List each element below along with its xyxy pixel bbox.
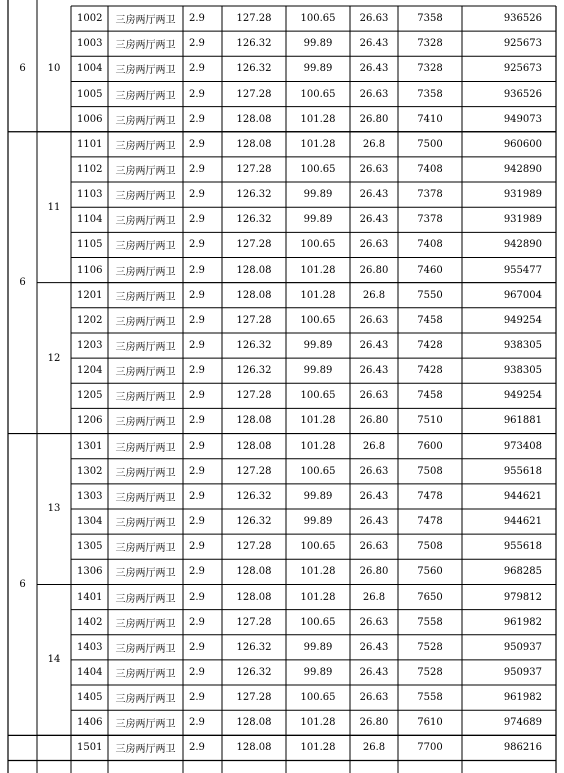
unit-layout-cell: 三房两厅两卫 bbox=[115, 492, 176, 504]
shared-area-cell: 26.80 bbox=[359, 415, 389, 427]
unit-price-cell: 7328 bbox=[417, 38, 443, 50]
total-price-cell: 974689 bbox=[503, 717, 542, 729]
gross-area-cell: 127.28 bbox=[236, 163, 272, 175]
floor-height-cell: 2.9 bbox=[189, 742, 205, 754]
unit-number-cell: 1005 bbox=[77, 88, 103, 100]
unit-number-cell: 1105 bbox=[77, 239, 103, 251]
inner-area-cell: 100.65 bbox=[300, 390, 336, 402]
unit-number-cell: 1003 bbox=[77, 38, 103, 50]
unit-number-cell: 1301 bbox=[77, 440, 103, 452]
unit-price-cell: 7428 bbox=[417, 340, 443, 351]
shared-area-cell: 26.8 bbox=[362, 138, 386, 150]
gross-area-cell: 126.32 bbox=[236, 641, 272, 653]
gross-area-cell: 128.08 bbox=[236, 264, 272, 276]
shared-area-cell: 26.63 bbox=[359, 541, 389, 553]
total-price-cell: 931989 bbox=[503, 189, 542, 201]
floor-height-cell: 2.9 bbox=[189, 415, 205, 427]
inner-area-cell: 100.65 bbox=[300, 616, 336, 628]
unit-price-cell: 7460 bbox=[417, 264, 443, 276]
unit-layout-cell: 三房两厅两卫 bbox=[115, 593, 176, 605]
unit-price-cell: 7378 bbox=[417, 214, 443, 226]
floor-cell: 10 bbox=[47, 63, 61, 75]
inner-area-cell: 101.28 bbox=[300, 289, 336, 301]
floor-cell: 11 bbox=[47, 201, 61, 213]
shared-area-cell: 26.8 bbox=[362, 289, 386, 301]
unit-layout-cell: 三房两厅两卫 bbox=[115, 15, 176, 27]
shared-area-cell: 26.43 bbox=[359, 490, 389, 502]
inner-area-cell: 100.65 bbox=[300, 13, 336, 25]
floor-height-cell: 2.9 bbox=[189, 390, 205, 402]
unit-layout-cell: 三房两厅两卫 bbox=[115, 165, 176, 177]
unit-layout-cell: 三房两厅两卫 bbox=[115, 342, 176, 353]
unit-layout-cell: 三房两厅两卫 bbox=[115, 367, 176, 379]
unit-number-cell: 1306 bbox=[77, 566, 103, 578]
total-price-cell: 931989 bbox=[503, 214, 542, 226]
gross-area-cell: 128.08 bbox=[236, 566, 272, 578]
unit-price-cell: 7508 bbox=[417, 465, 443, 477]
unit-price-cell: 7650 bbox=[417, 591, 443, 603]
shared-area-cell: 26.63 bbox=[359, 239, 389, 251]
total-price-cell: 955618 bbox=[503, 465, 542, 477]
inner-area-cell: 99.89 bbox=[303, 516, 333, 528]
floor-height-cell: 2.9 bbox=[189, 239, 205, 251]
total-price-cell: 938305 bbox=[503, 365, 542, 377]
unit-layout-cell: 三房两厅两卫 bbox=[115, 140, 176, 152]
gross-area-cell: 127.28 bbox=[236, 13, 272, 25]
gross-area-cell: 127.28 bbox=[236, 616, 272, 628]
unit-layout-cell: 三房两厅两卫 bbox=[115, 40, 176, 52]
unit-price-cell: 7508 bbox=[417, 541, 443, 553]
gross-area-cell: 128.08 bbox=[236, 289, 272, 301]
total-price-cell: 986216 bbox=[503, 742, 542, 754]
unit-layout-cell: 三房两厅两卫 bbox=[115, 291, 176, 303]
floor-height-cell: 2.9 bbox=[189, 516, 205, 528]
floor-height-cell: 2.9 bbox=[189, 490, 205, 502]
unit-number-cell: 1205 bbox=[77, 390, 103, 402]
unit-number-cell: 1304 bbox=[77, 516, 103, 528]
unit-layout-cell: 三房两厅两卫 bbox=[115, 90, 176, 102]
unit-layout-cell: 三房两厅两卫 bbox=[115, 392, 176, 404]
unit-layout-cell: 三房两厅两卫 bbox=[115, 543, 176, 555]
inner-area-cell: 100.65 bbox=[300, 314, 336, 326]
inner-area-cell: 99.89 bbox=[303, 365, 333, 377]
shared-area-cell: 26.43 bbox=[359, 63, 389, 75]
inner-area-cell: 101.28 bbox=[300, 591, 336, 603]
unit-price-cell: 7478 bbox=[417, 516, 443, 528]
unit-price-cell: 7560 bbox=[417, 566, 443, 578]
unit-layout-cell: 三房两厅两卫 bbox=[115, 65, 176, 77]
unit-price-cell: 7410 bbox=[417, 113, 443, 125]
unit-number-cell: 1206 bbox=[77, 415, 103, 427]
floor-height-cell: 2.9 bbox=[189, 289, 205, 301]
inner-area-cell: 99.89 bbox=[303, 189, 333, 201]
floor-height-cell: 2.9 bbox=[189, 113, 205, 125]
total-price-cell: 961982 bbox=[503, 692, 542, 704]
floor-height-cell: 2.9 bbox=[189, 717, 205, 729]
total-price-cell: 936526 bbox=[503, 13, 542, 25]
total-price-cell: 942890 bbox=[503, 163, 542, 175]
inner-area-cell: 100.65 bbox=[300, 239, 336, 251]
inner-area-cell: 101.28 bbox=[300, 138, 336, 150]
floor-height-cell: 2.9 bbox=[189, 641, 205, 653]
floor-height-cell: 2.9 bbox=[189, 692, 205, 704]
unit-price-cell: 7408 bbox=[417, 239, 443, 251]
unit-price-cell: 7610 bbox=[417, 717, 443, 729]
shared-area-cell: 26.63 bbox=[359, 13, 389, 25]
unit-price-cell: 7358 bbox=[417, 13, 443, 25]
unit-number-cell: 1006 bbox=[77, 113, 103, 125]
unit-price-cell: 7328 bbox=[417, 63, 443, 75]
unit-number-cell: 1203 bbox=[77, 340, 103, 351]
shared-area-cell: 26.63 bbox=[359, 616, 389, 628]
shared-area-cell: 26.43 bbox=[359, 516, 389, 528]
total-price-cell: 961881 bbox=[503, 415, 542, 427]
floor-height-cell: 2.9 bbox=[189, 88, 205, 100]
floor-height-cell: 2.9 bbox=[189, 264, 205, 276]
unit-layout-cell: 三房两厅两卫 bbox=[115, 568, 176, 580]
total-price-cell: 979812 bbox=[503, 591, 542, 603]
gross-area-cell: 126.32 bbox=[236, 63, 272, 75]
shared-area-cell: 26.80 bbox=[359, 113, 389, 125]
inner-area-cell: 99.89 bbox=[303, 666, 333, 678]
gross-area-cell: 126.32 bbox=[236, 490, 272, 502]
total-price-cell: 949073 bbox=[503, 113, 542, 125]
inner-area-cell: 101.28 bbox=[300, 566, 336, 578]
shared-area-cell: 26.43 bbox=[359, 666, 389, 678]
floor-cell: 12 bbox=[47, 352, 61, 364]
total-price-cell: 955477 bbox=[503, 264, 542, 276]
shared-area-cell: 26.43 bbox=[359, 38, 389, 50]
unit-layout-cell: 三房两厅两卫 bbox=[115, 668, 176, 680]
total-price-cell: 967004 bbox=[503, 289, 542, 301]
floor-cell: 14 bbox=[47, 654, 61, 666]
total-price-cell: 950937 bbox=[503, 641, 542, 653]
gross-area-cell: 127.28 bbox=[236, 239, 272, 251]
gross-area-cell: 128.08 bbox=[236, 138, 272, 150]
unit-price-cell: 7458 bbox=[417, 314, 443, 326]
unit-price-cell: 7378 bbox=[417, 189, 443, 201]
gross-area-cell: 126.32 bbox=[236, 38, 272, 50]
total-price-cell: 973408 bbox=[503, 440, 542, 452]
shared-area-cell: 26.43 bbox=[359, 641, 389, 653]
gross-area-cell: 126.32 bbox=[236, 340, 272, 351]
unit-price-cell: 7558 bbox=[417, 692, 443, 704]
inner-area-cell: 100.65 bbox=[300, 692, 336, 704]
gross-area-cell: 126.32 bbox=[236, 214, 272, 226]
inner-area-cell: 99.89 bbox=[303, 63, 333, 75]
unit-number-cell: 1004 bbox=[77, 63, 103, 75]
inner-area-cell: 100.65 bbox=[300, 541, 336, 553]
unit-layout-cell: 三房两厅两卫 bbox=[115, 266, 176, 278]
total-price-cell: 968285 bbox=[503, 566, 542, 578]
floor-height-cell: 2.9 bbox=[189, 38, 205, 50]
shared-area-cell: 26.43 bbox=[359, 340, 389, 351]
building-cell: 6 bbox=[19, 63, 26, 75]
unit-number-cell: 1401 bbox=[77, 591, 103, 603]
floor-height-cell: 2.9 bbox=[189, 138, 205, 150]
shared-area-cell: 26.43 bbox=[359, 365, 389, 377]
floor-height-cell: 2.9 bbox=[189, 465, 205, 477]
unit-layout-cell: 三房两厅两卫 bbox=[115, 643, 176, 655]
unit-price-cell: 7528 bbox=[417, 641, 443, 653]
shared-area-cell: 26.43 bbox=[359, 214, 389, 226]
unit-price-cell: 7510 bbox=[417, 415, 443, 427]
gross-area-cell: 126.32 bbox=[236, 189, 272, 201]
unit-layout-cell: 三房两厅两卫 bbox=[115, 191, 176, 203]
inner-area-cell: 99.89 bbox=[303, 641, 333, 653]
total-price-cell: 925673 bbox=[503, 63, 542, 75]
shared-area-cell: 26.80 bbox=[359, 264, 389, 276]
inner-area-cell: 100.65 bbox=[300, 465, 336, 477]
floor-height-cell: 2.9 bbox=[189, 365, 205, 377]
gross-area-cell: 127.28 bbox=[236, 692, 272, 704]
gross-area-cell: 126.32 bbox=[236, 516, 272, 528]
total-price-cell: 949254 bbox=[503, 314, 542, 326]
gross-area-cell: 126.32 bbox=[236, 666, 272, 678]
building-cell: 6 bbox=[19, 277, 26, 289]
total-price-cell: 949254 bbox=[503, 390, 542, 402]
floor-height-cell: 2.9 bbox=[189, 189, 205, 201]
gross-area-cell: 128.08 bbox=[236, 415, 272, 427]
unit-price-cell: 7600 bbox=[417, 440, 443, 452]
floor-height-cell: 2.9 bbox=[189, 340, 205, 351]
unit-number-cell: 1403 bbox=[77, 641, 103, 653]
gross-area-cell: 128.08 bbox=[236, 440, 272, 452]
unit-layout-cell: 三房两厅两卫 bbox=[115, 694, 176, 706]
gross-area-cell: 128.08 bbox=[236, 717, 272, 729]
shared-area-cell: 26.63 bbox=[359, 390, 389, 402]
gross-area-cell: 128.08 bbox=[236, 742, 272, 754]
inner-area-cell: 101.28 bbox=[300, 440, 336, 452]
unit-layout-cell: 三房两厅两卫 bbox=[115, 442, 176, 454]
total-price-cell: 944621 bbox=[503, 516, 542, 528]
floor-height-cell: 2.9 bbox=[189, 541, 205, 553]
gross-area-cell: 127.28 bbox=[236, 314, 272, 326]
unit-layout-cell: 三房两厅两卫 bbox=[115, 241, 176, 253]
floor-height-cell: 2.9 bbox=[189, 13, 205, 25]
unit-price-cell: 7500 bbox=[417, 138, 443, 150]
unit-layout-cell: 三房两厅两卫 bbox=[115, 316, 176, 328]
shared-area-cell: 26.63 bbox=[359, 314, 389, 326]
floor-height-cell: 2.9 bbox=[189, 63, 205, 75]
shared-area-cell: 26.63 bbox=[359, 465, 389, 477]
unit-price-cell: 7428 bbox=[417, 365, 443, 377]
unit-price-cell: 7700 bbox=[417, 742, 443, 754]
unit-number-cell: 1106 bbox=[77, 264, 103, 276]
shared-area-cell: 26.63 bbox=[359, 163, 389, 175]
unit-layout-cell: 三房两厅两卫 bbox=[115, 518, 176, 530]
unit-number-cell: 1104 bbox=[77, 214, 103, 226]
unit-number-cell: 1406 bbox=[77, 717, 103, 729]
gross-area-cell: 128.08 bbox=[236, 113, 272, 125]
gross-area-cell: 126.32 bbox=[236, 365, 272, 377]
inner-area-cell: 99.89 bbox=[303, 38, 333, 50]
inner-area-cell: 99.89 bbox=[303, 490, 333, 502]
unit-price-cell: 7478 bbox=[417, 490, 443, 502]
inner-area-cell: 101.28 bbox=[300, 742, 336, 754]
inner-area-cell: 101.28 bbox=[300, 113, 336, 125]
inner-area-cell: 99.89 bbox=[303, 340, 333, 351]
unit-number-cell: 1501 bbox=[77, 742, 103, 754]
gross-area-cell: 127.28 bbox=[236, 541, 272, 553]
unit-price-cell: 7358 bbox=[417, 88, 443, 100]
total-price-cell: 961982 bbox=[503, 616, 542, 628]
inner-area-cell: 100.65 bbox=[300, 163, 336, 175]
shared-area-cell: 26.43 bbox=[359, 189, 389, 201]
unit-number-cell: 1302 bbox=[77, 465, 103, 477]
floor-height-cell: 2.9 bbox=[189, 591, 205, 603]
inner-area-cell: 101.28 bbox=[300, 415, 336, 427]
unit-number-cell: 1305 bbox=[77, 541, 103, 553]
floor-height-cell: 2.9 bbox=[189, 314, 205, 326]
unit-number-cell: 1102 bbox=[77, 163, 103, 175]
unit-number-cell: 1103 bbox=[77, 189, 103, 201]
gross-area-cell: 128.08 bbox=[236, 591, 272, 603]
shared-area-cell: 26.80 bbox=[359, 717, 389, 729]
shared-area-cell: 26.8 bbox=[362, 591, 386, 603]
inner-area-cell: 99.89 bbox=[303, 214, 333, 226]
unit-number-cell: 1101 bbox=[77, 138, 103, 150]
gross-area-cell: 127.28 bbox=[236, 465, 272, 477]
inner-area-cell: 101.28 bbox=[300, 264, 336, 276]
floor-cell: 13 bbox=[47, 503, 61, 515]
total-price-cell: 942890 bbox=[503, 239, 542, 251]
unit-layout-cell: 三房两厅两卫 bbox=[115, 216, 176, 228]
unit-layout-cell: 三房两厅两卫 bbox=[115, 744, 176, 756]
shared-area-cell: 26.63 bbox=[359, 692, 389, 704]
unit-number-cell: 1002 bbox=[77, 13, 103, 25]
gross-area-cell: 127.28 bbox=[236, 390, 272, 402]
unit-price-cell: 7550 bbox=[417, 289, 443, 301]
unit-price-cell: 7528 bbox=[417, 666, 443, 678]
gross-area-cell: 127.28 bbox=[236, 88, 272, 100]
shared-area-cell: 26.8 bbox=[362, 742, 386, 754]
unit-price-cell: 7458 bbox=[417, 390, 443, 402]
unit-number-cell: 1404 bbox=[77, 666, 103, 678]
unit-layout-cell: 三房两厅两卫 bbox=[115, 115, 176, 127]
inner-area-cell: 101.28 bbox=[300, 717, 336, 729]
unit-number-cell: 1202 bbox=[77, 314, 103, 326]
unit-layout-cell: 三房两厅两卫 bbox=[115, 719, 176, 731]
floor-height-cell: 2.9 bbox=[189, 163, 205, 175]
floor-height-cell: 2.9 bbox=[189, 566, 205, 578]
shared-area-cell: 26.80 bbox=[359, 566, 389, 578]
unit-number-cell: 1402 bbox=[77, 616, 103, 628]
total-price-cell: 950937 bbox=[503, 666, 542, 678]
unit-number-cell: 1201 bbox=[77, 289, 103, 301]
floor-height-cell: 2.9 bbox=[189, 616, 205, 628]
total-price-cell: 960600 bbox=[503, 138, 542, 150]
unit-number-cell: 1204 bbox=[77, 365, 103, 377]
unit-price-cell: 7558 bbox=[417, 616, 443, 628]
total-price-cell: 955618 bbox=[503, 541, 542, 553]
unit-price-cell: 7408 bbox=[417, 163, 443, 175]
shared-area-cell: 26.8 bbox=[362, 440, 386, 452]
unit-layout-cell: 三房两厅两卫 bbox=[115, 618, 176, 630]
total-price-cell: 944621 bbox=[503, 490, 542, 502]
floor-height-cell: 2.9 bbox=[189, 214, 205, 226]
unit-layout-cell: 三房两厅两卫 bbox=[115, 417, 176, 429]
inner-area-cell: 100.65 bbox=[300, 88, 336, 100]
total-price-cell: 936526 bbox=[503, 88, 542, 100]
floor-height-cell: 2.9 bbox=[189, 440, 205, 452]
unit-number-cell: 1405 bbox=[77, 692, 103, 704]
total-price-cell: 925673 bbox=[503, 38, 542, 50]
unit-number-cell: 1303 bbox=[77, 490, 103, 502]
floor-height-cell: 2.9 bbox=[189, 666, 205, 678]
unit-layout-cell: 三房两厅两卫 bbox=[115, 467, 176, 479]
building-cell: 6 bbox=[19, 578, 26, 590]
total-price-cell: 938305 bbox=[503, 340, 542, 351]
shared-area-cell: 26.63 bbox=[359, 88, 389, 100]
